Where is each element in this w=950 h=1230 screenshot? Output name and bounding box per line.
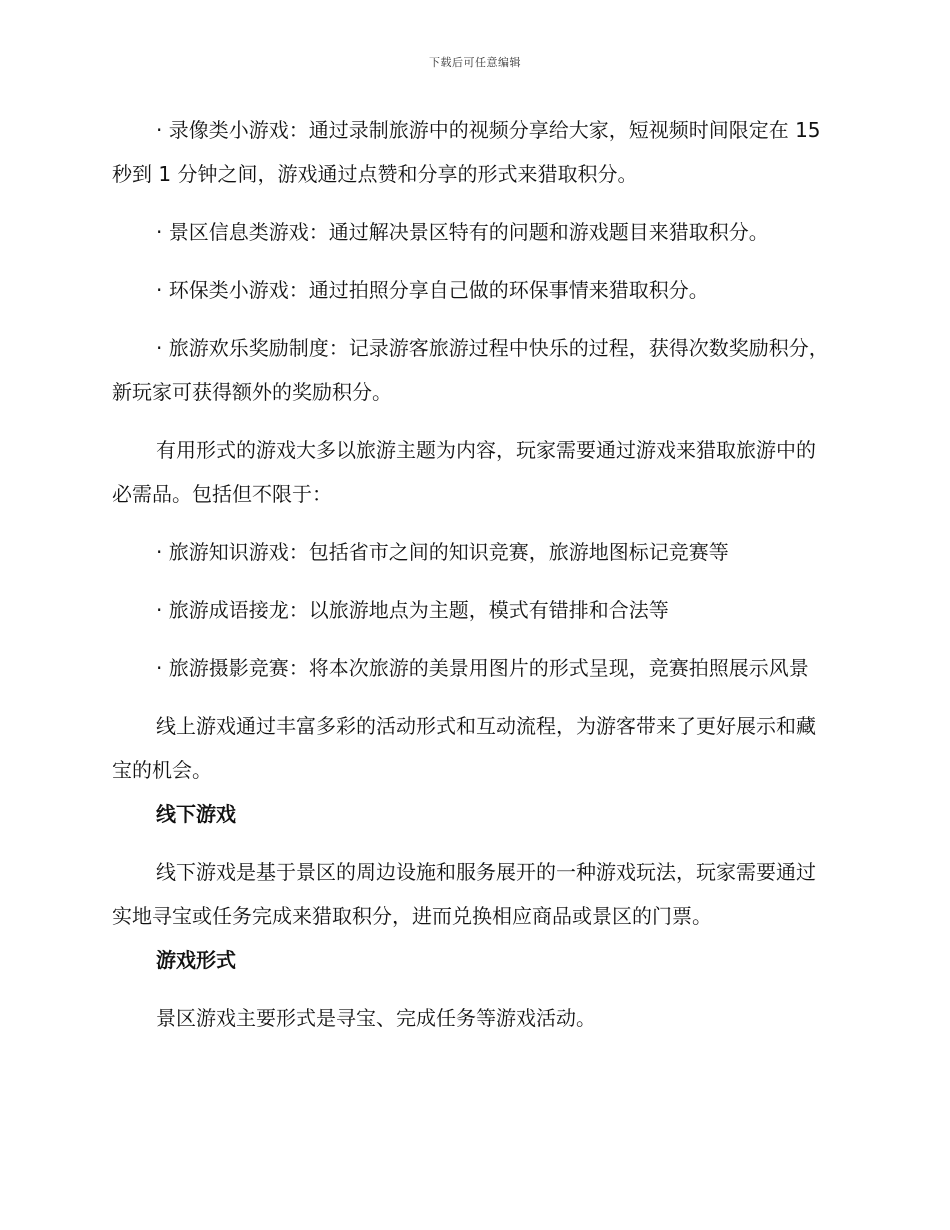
paragraph-eco-game: · 环保类小游戏：通过拍照分享自己做的环保事情来猎取积分。: [156, 278, 709, 302]
paragraph-online-summary: 线上游戏通过丰富多彩的活动形式和互动流程，为游客带来了更好展示和藏宝的机会。: [112, 714, 816, 782]
paragraph-game-forms: 景区游戏主要形式是寻宝、完成任务等游戏活动。: [156, 1006, 596, 1030]
paragraph-photo-contest: · 旅游摄影竞赛：将本次旅游的美景用图片的形式呈现，竞赛拍照展示风景: [156, 656, 809, 680]
paragraph-offline-games: 线下游戏是基于景区的周边设施和服务展开的一种游戏玩法，玩家需要通过实地寻宝或任务完成来猎取积分，进而兑换相应商品或景区的门票。: [112, 860, 816, 928]
paragraph-reward-system: · 旅游欢乐奖励制度：记录游客旅游过程中快乐的过程，获得次数奖励积分，新玩家可获得额外的奖励积分。: [112, 336, 829, 404]
paragraph-knowledge-game: · 旅游知识游戏：包括省市之间的知识竞赛，旅游地图标记竞赛等: [156, 540, 729, 564]
paragraph-video-game: · 录像类小游戏：通过录制旅游中的视频分享给大家，短视频时间限定在 15 秒到 1 分钟之间，游戏通过点赞和分享的形式来猎取积分。: [112, 118, 821, 186]
paragraph-idiom-game: · 旅游成语接龙：以旅游地点为主题，模式有错排和合法等: [156, 598, 669, 622]
paragraph-scenic-info-game: · 景区信息类游戏：通过解决景区特有的问题和游戏题目来猎取积分。: [156, 220, 769, 244]
paragraph-practical-games: 有用形式的游戏大多以旅游主题为内容，玩家需要通过游戏来猎取旅游中的必需品。包括但不限于：: [112, 438, 816, 506]
document-body: [112, 108, 834, 1040]
heading-offline-games: 线下游戏: [156, 802, 236, 826]
page-header-note: 下载后可任意编辑: [429, 56, 521, 69]
heading-game-forms: 游戏形式: [156, 948, 236, 972]
